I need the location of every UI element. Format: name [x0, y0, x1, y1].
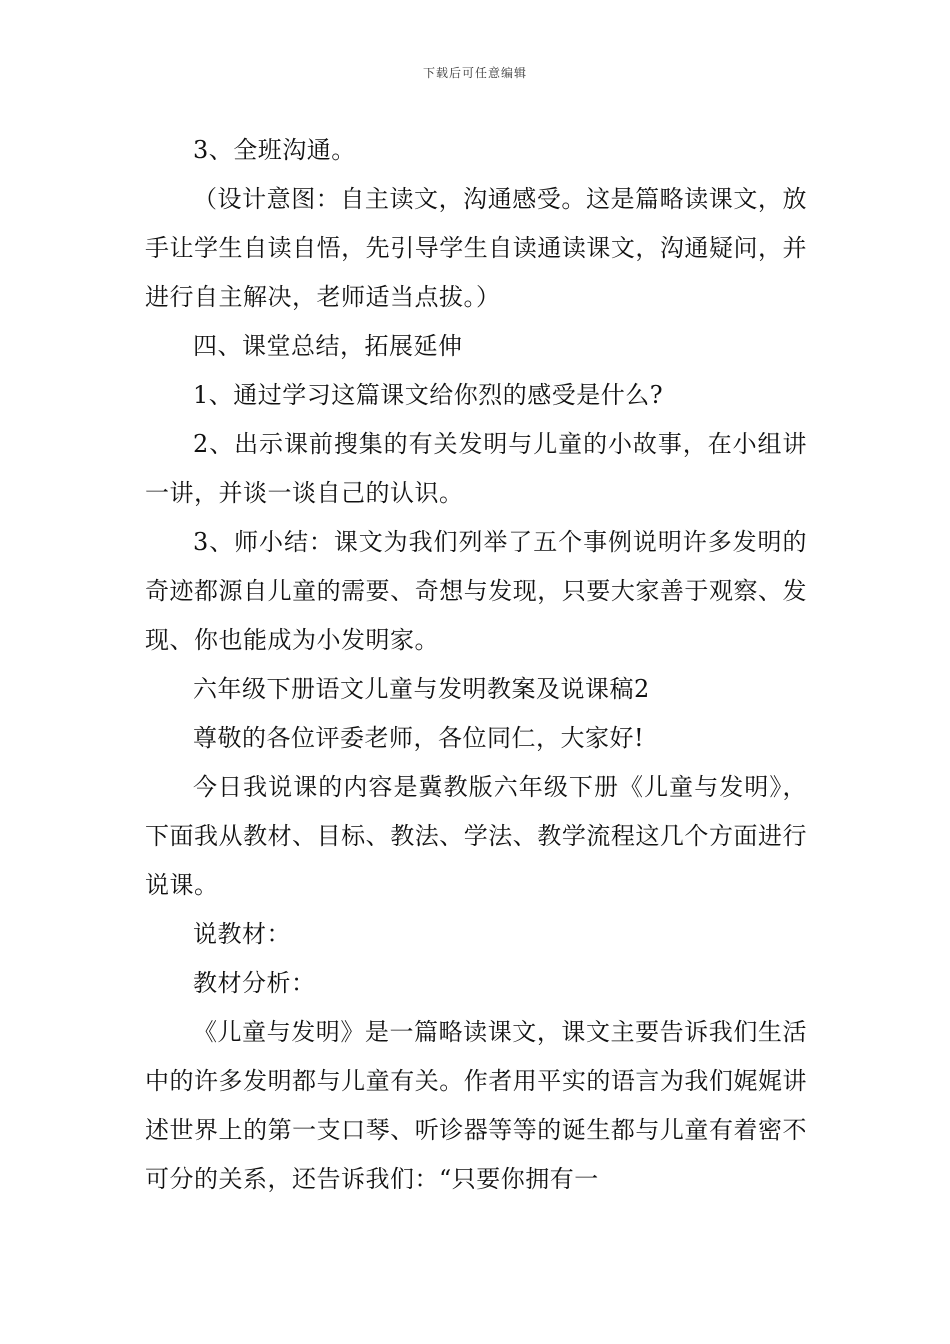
section-heading-textbook: 说教材：	[193, 920, 291, 948]
paragraph-design-intent: （设计意图：自主读文，沟通感受。这是篇略读课文，放手让学生自读自悟，先引导学生自读通读课文，沟通疑问，并进行自主解决，老师适当点拔。）	[145, 185, 807, 311]
section-title-lesson-plan-2: 六年级下册语文儿童与发明教案及说课稿2	[193, 675, 650, 703]
paragraph-summary-item-2: 2、出示课前搜集的有关发明与儿童的小故事，在小组讲一讲，并谈一谈自己的认识。	[145, 430, 807, 507]
section-heading-textbook-analysis: 教材分析：	[193, 969, 316, 997]
section-heading-summary: 四、课堂总结，拓展延伸	[193, 332, 463, 360]
paragraph-summary-item-3: 3、师小结：课文为我们列举了五个事例说明许多发明的奇迹都源自儿童的需要、奇想与发现，只要大家善于观察、发现、你也能成为小发明家。	[145, 528, 807, 654]
paragraph-step-3-class-discussion: 3、全班沟通。	[193, 136, 356, 164]
paragraph-textbook-analysis: 《儿童与发明》是一篇略读课文，课文主要告诉我们生活中的许多发明都与儿童有关。作者用平实的语言为我们娓娓讲述世界上的第一支口琴、听诊器等等的诞生都与儿童有着密不可分的关系，还告诉我们：“只要你拥有一	[145, 1018, 807, 1193]
document-body	[145, 126, 807, 1204]
page-header: 下载后可任意编辑	[422, 66, 527, 80]
paragraph-summary-item-1: 1、通过学习这篇课文给你烈的感受是什么?	[193, 381, 664, 409]
paragraph-greeting: 尊敬的各位评委老师，各位同仁，大家好!	[193, 724, 645, 752]
paragraph-introduction: 今日我说课的内容是冀教版六年级下册《儿童与发明》，下面我从教材、目标、教法、学法、教学流程这几个方面进行说课。	[145, 773, 807, 899]
